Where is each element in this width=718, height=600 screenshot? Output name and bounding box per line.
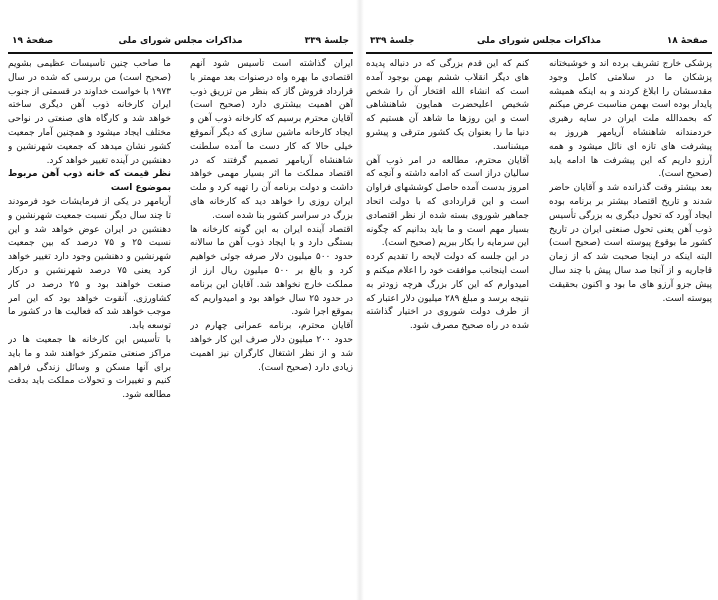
session-number: جلسهٔ ۳۳۹ (370, 36, 415, 46)
paragraph: ما صاحب چنین تأسیسات عظیمی بشویم (صحیح است) من بررسی که شده در سال ۱۹۷۳ با خواست خداوند در قسمتی از جنوب ایران کارخانه ذوب آهن دیگری ساخته خواهد شد و کارگاه های صنعتی در نواحی مختلف ایجاد میشود و همچنین آمار جمعیت کشور نشان میدهد که جمعیت شهرنشین و دهنشین در آینده تغییر خواهد کرد. (8, 59, 171, 166)
page-number: صفحهٔ ۱۹ (12, 36, 54, 46)
text-column-right (190, 58, 353, 594)
text-column-left (8, 58, 171, 594)
page-header (8, 36, 353, 50)
running-title: مذاکرات مجلس شورای ملی (476, 36, 602, 46)
text-column-left (366, 58, 529, 594)
book-gutter (356, 0, 364, 600)
paragraph: آقایان محترم، برنامه عمرانی چهارم در حدود ۲۰۰ میلیون دلار صرف این کار خواهد شد و از نظر اشتغال کارگران نیز اهمیت زیادی دارد (صحیح است). (190, 321, 353, 373)
paragraph: آقایان محترم، مطالعه در امر ذوب آهن سالیان دراز است که ادامه داشته و آنچه که امروز بدست آمده حاصل کوششهای فراوان است و این قراردادی که با دولت اتحاد جماهیر شوروی بسته شده از نظر اقتصادی بسیار مهم است و ما باید بدانیم که چگونه این سرمایه را بکار ببریم (صحیح است). (366, 155, 529, 249)
paragraph: بعد بیشتر وقت گذرانده شد و آقایان حاضر شدند و تاریخ اقتصاد بیشتر بر برنامه بوده ایجاد آورد که تحول دیگری به بزرگی تأسیس ذوب آهن یعنی تحول صنعتی ایران در تاریخ کشور ما بوقوع پیوسته است (صحیح است) البته اینکه در اینجا صحبت شد که از زمان قاجاریه و از آنجا صد سال پیش با چند سال پیش جزو آرزو های ما بود و اکنون بحقیقت پیوسته است. (549, 183, 712, 304)
session-number: جلسهٔ ۳۳۹ (304, 36, 349, 46)
paragraph: آریامهر در یکی از فرمایشات خود فرمودند تا چند سال دیگر نسبت جمعیت شهرنشین و دهنشین در ایران عوض خواهد شد و این نسبت ۲۵ و ۷۵ درصد که بین جمعیت شهرنشین و دهنشین وجود دارد تغییر خواهد کرد یعنی ۷۵ درصد شهرنشین و درکار صنعت خواهند بود و ۲۵ درصد در کار کشاورزی. آنقوت خواهد بود که این امر موجب خواهد شد که فعالیت ها در کشور ما توسعه یابد. (8, 196, 171, 332)
paragraph: پزشکی خارج تشریف برده اند و خوشبختانه پزشکان ما در سلامتی کامل وجود مقدسشان را ابلاغ کردند و به اینکه همیشه پایدار بوده است بهمن مناسبت عرض میکنم که بحمدالله ملت ایران در سایه رهبری خردمندانه شاهنشاه آریامهر هرروز به پیشرفت های تازه ای نائل میشود و همه آرزو داریم که این پیشرفت ها ادامه یابد (صحیح است). (549, 59, 712, 180)
running-title: مذاکرات مجلس شورای ملی (118, 36, 243, 46)
right-page (366, 0, 712, 600)
page-number: صفحهٔ ۱۸ (666, 36, 708, 46)
page-header (366, 36, 712, 50)
text-column-right (549, 58, 712, 594)
header-rule (366, 52, 712, 54)
header-rule (8, 52, 353, 54)
paragraph: کنم که این قدم بزرگی که در دنباله پدیده های دیگر انقلاب ششم بهمن بوجود آمده است که انشاء الله افتخار آن را شخص شخیص اعلیحضرت همایون شاهنشاهی است و این روزها ما شاهد آن هستیم که دنیا ما را بعنوان یک کشور مترقی و پیشرو میشناسد. (366, 59, 529, 152)
left-page (8, 0, 353, 600)
paragraph-heading: نظر قیمت که خانه ذوب آهن مربوط بموضوع است (8, 169, 171, 194)
paragraph: در این جلسه که دولت لایحه را تقدیم کرده است اینجانب موافقت خود را اعلام میکنم و امیدوارم که این کار بزرگ هرچه زودتر به نتیجه برسد و مبلغ ۲۸۹ میلیون دلار اعتبار که از طرف دولت شوروی در اختیار گذاشته شده در راه صحیح مصرف شود. (366, 252, 529, 332)
paragraph: ایران گذاشته است تأسیس شود آنهم اقتصادی ما بهره واه درصنوات بعد مهمتر با قرارداد فروش گاز که بنظر من تزریق ذوب آهن اهمیت بیشتری دارد (صحیح است) آقایان محترم برسیم که کارخانه ذوب آهن و ایجاد کارخانه ماشین سازی که دیگر آنموقع خیلی حالا که کار دست ما آمده سلطنت شاهنشاه آریامهر تصمیم گرفتند که در اقتصاد مملکت ما اثر بسیار مهمی خواهد داشت و دولت برنامه آن را تهیه کرد و ملت ایران روزی را خواهد دید که کارخانه های بزرگ در سراسر کشور بنا شده است. (190, 59, 353, 221)
paragraph: اقتصاد آینده ایران به این گونه کارخانه ها بستگی دارد و با ایجاد ذوب آهن ما سالانه حدود ۵۰۰ میلیون دلار صرفه جوئی خواهیم کرد و بالغ بر ۵۰۰ میلیون ریال ارز از مملکت خارج نخواهد شد. آقایان این برنامه در حدود ۲۵ سال خواهد بود و امیدواریم که بموقع اجرا شود. (190, 224, 353, 318)
paragraph: با تأسیس این کارخانه ها جمعیت ها در مراکز صنعتی متمرکز خواهند شد و ما باید برای آنها مسکن و وسائل زندگی فراهم کنیم و تغییرات و تحولات مملکت باید بدقت مطالعه شود. (8, 334, 171, 401)
